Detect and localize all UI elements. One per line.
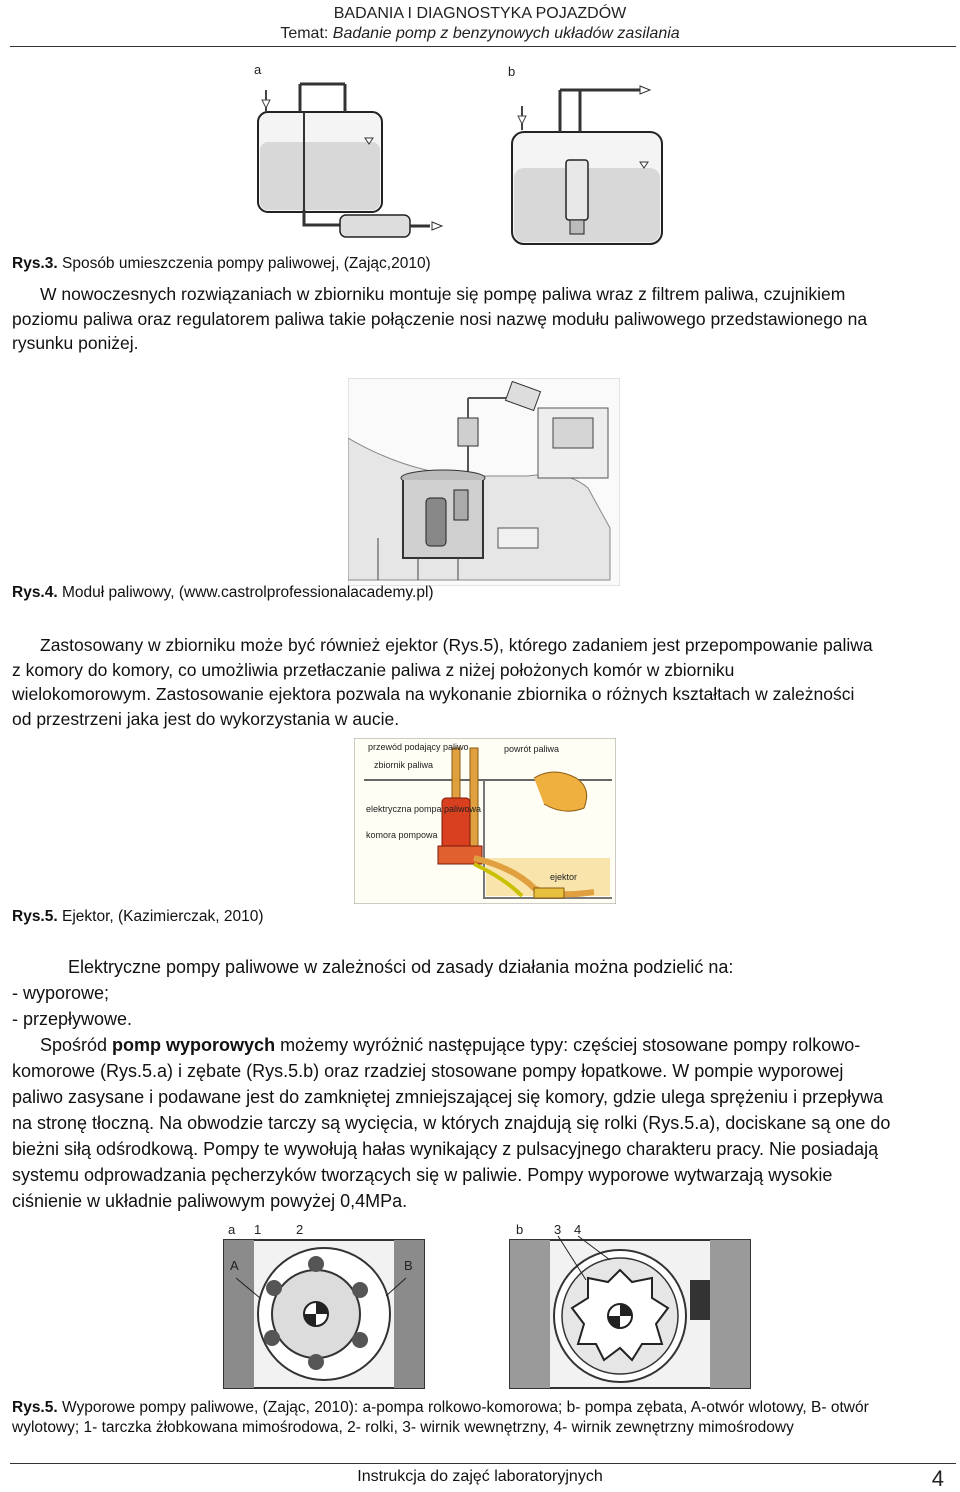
fig5-label-tank: zbiornik paliwa (374, 760, 434, 770)
fig3-label-a: a (254, 62, 262, 77)
figure-6-drawing (200, 1220, 760, 1392)
fuel-filter (458, 418, 478, 446)
figure-3 (240, 60, 680, 250)
figure-4 (348, 378, 620, 586)
header-rule (10, 46, 956, 47)
footer-text: Instrukcja do zajęć laboratoryjnych (357, 1468, 603, 1485)
pump-a (340, 215, 410, 237)
fig4-caption: Rys.4. Moduł paliwowy, (www.castrolprofessionalacademy.pl) (12, 584, 434, 601)
paragraph-pumps: Elektryczne pompy paliwowe w zależności od zasady działania można podzielić na: - wyporowe; - przepływowe. Spośród pomp wyporowych możemy wyróżnić następujące typy: częściej stosowane pompy rolkowo- komorowe (Rys.5.a) i zębate (Rys.5.b) oraz rzadziej stosowane pompy łopatkowe. W pompie wyporowej paliwo zasysane i podawane jest do zamkniętej zmniejszającej się komory, gdzie ulega sprężeniu i przepływa na stronę tłoczną. Na obwodzie tarczy są wycięcia, w których znajdują się rolki (Rys.5.a), dociskane są one do bieżni siłą odśrodkową. Pompy te wywołują hałas wynikający z pulsacyjnego charakteru pracy. Nie posiadają systemu odprowadzania pęcherzyków tworzących się w paliwie. Pompy wyporowe wytwarzają wysokie ciśnienie w układnie paliwowym powyżej 0,4MPa. (12, 957, 891, 1211)
fig3-caption: Rys.3. Sposób umieszczenia pompy paliwowej, (Zając,2010) (12, 255, 431, 272)
figure-5 (354, 738, 616, 904)
fig5-caption: Rys.5. Ejektor, (Kazimierczak, 2010) (12, 908, 264, 925)
fig5-label-chamber: komora pompowa (366, 830, 438, 840)
figure-5-drawing (354, 738, 616, 904)
header-title: BADANIA I DIAGNOSTYKA POJAZDÓW (333, 5, 627, 22)
fig6-label-a: a (228, 1222, 236, 1237)
pump-b (566, 160, 588, 220)
fig5-label-return: powrót paliwa (504, 744, 560, 754)
fig6-num-3: 3 (554, 1222, 562, 1237)
fig5-label-feed: przewód podający paliwo (368, 742, 469, 752)
page-header (0, 4, 960, 44)
figure-4-drawing (348, 378, 620, 586)
module-pump (426, 498, 446, 546)
paragraph-module: W nowoczesnych rozwiązaniach w zbiorniku montuje się pompę paliwa wraz z filtrem paliwa, czujnikiem poziomu paliwa oraz regulatorem paliwa takie połączenie nosi nazwę modułu paliwowego przedstawionego na rysunku poniżej. (12, 284, 868, 353)
fig3-label-b: b (508, 64, 516, 79)
header-subtitle: Temat: Badanie pomp z benzynowych układów zasilania (280, 25, 680, 42)
figure-6 (200, 1220, 760, 1392)
paragraph-ejector: Zastosowany w zbiorniku może być również ejektor (Rys.5), którego zadaniem jest przepompowanie paliwa z komory do komory, co umożliwia przetłaczanie paliwa z niżej położonych komór w zbiorniku wielokomorowym. Zastosowanie ejektora pozwala na wykonanie zbiornika o różnych kształtach w zależności od przestrzeni jaka jest do wykorzystania w aucie. (12, 635, 873, 729)
footer-rule (10, 1463, 956, 1464)
fig5-label-ejector: ejektor (550, 872, 578, 882)
fig5-label-pump: elektryczna pompa paliwowa (366, 804, 482, 814)
fig6-a-inlet: A (230, 1258, 239, 1273)
tank-a-fuel (260, 142, 380, 210)
fig6-num-2: 2 (296, 1222, 304, 1237)
fig6-num-4: 4 (574, 1222, 582, 1237)
fig6-caption: Rys.5. Wyporowe pompy paliwowe, (Zając, 2010): a-pompa rolkowo-komorowa; b- pompa zębata, A-otwór wlotowy, B- otwór wylotowy; 1- tarczka żłobkowana mimośrodowa, 2- rolki, 3- wirnik wewnętrzny, 4- wirnik zewnętrzny mimośrodowy (12, 1399, 869, 1436)
page-number: 4 (931, 1466, 944, 1491)
figure-3-drawing (240, 60, 680, 250)
fig6-b-outlet: B (404, 1258, 413, 1273)
fig6-label-b: b (516, 1222, 524, 1237)
fig6-num-1: 1 (254, 1222, 262, 1237)
